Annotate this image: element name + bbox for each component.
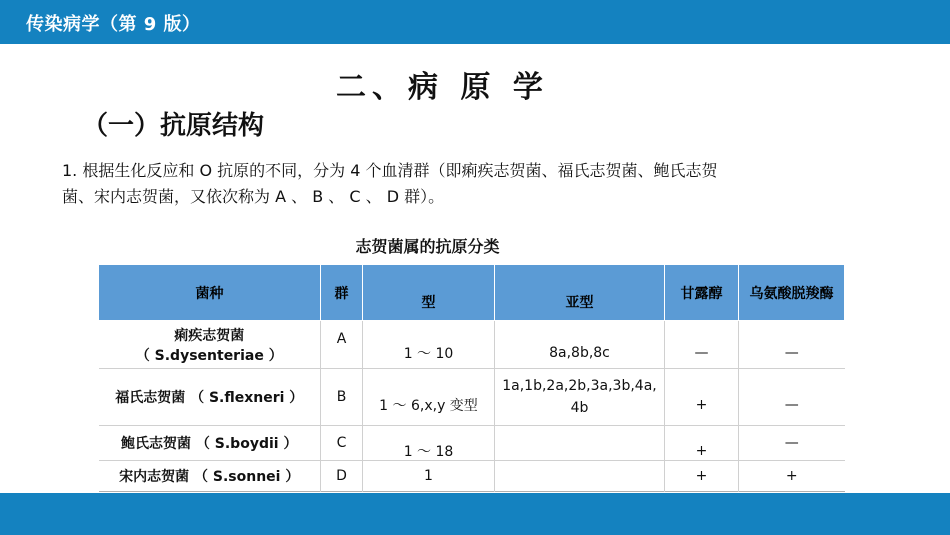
mannitol-value: + <box>695 443 708 459</box>
subtype-line-2: 4b <box>570 400 589 416</box>
ornithine-cell: + <box>739 461 845 492</box>
type-value: 1 ～ 10 <box>403 345 454 362</box>
species-name: 痢疾志贺菌 <box>174 327 245 344</box>
type-cell <box>363 426 495 461</box>
top-bar <box>0 0 950 44</box>
type-cell <box>363 321 495 369</box>
type-value: 1 ～ 6,x,y 变型 <box>379 398 478 414</box>
group-cell: D <box>321 461 363 492</box>
mannitol-cell <box>665 426 739 461</box>
ornithine-cell <box>739 369 845 426</box>
header-subtype: 亚型 <box>495 265 665 321</box>
ornithine-value: — <box>784 344 799 361</box>
ornithine-value: — <box>784 435 799 451</box>
table-row <box>99 321 845 369</box>
type-value: 1 ～ 18 <box>403 444 454 460</box>
species-cell: 鲍氏志贺菌 （ S.boydii ） <box>99 426 321 461</box>
header-mannitol: 甘露醇 <box>665 265 739 321</box>
type-cell: 1 <box>363 461 495 492</box>
subtype-line-1: 1a,1b,2a,2b,3a,3b,4a, <box>502 378 657 394</box>
table-row <box>99 369 845 426</box>
type-cell <box>363 369 495 426</box>
group-cell: B <box>321 369 363 426</box>
antigen-table <box>98 264 845 492</box>
table-caption: 志贺菌属的抗原分类 <box>355 237 500 256</box>
header-type: 型 <box>363 265 495 321</box>
header-species: 菌种 <box>99 265 321 321</box>
subtype-cell <box>495 369 665 426</box>
paragraph-line-2: 菌、宋内志贺菌，又依次称为 A 、 B 、 C 、 D 群）。 <box>62 187 445 206</box>
subtype-cell <box>495 426 665 461</box>
ornithine-cell <box>739 426 845 461</box>
species-cell <box>99 321 321 369</box>
group-cell: A <box>321 321 363 369</box>
bottom-bar <box>0 493 950 535</box>
book-title: 传染病学（第 9 版） <box>26 14 201 35</box>
mannitol-value: — <box>694 344 709 361</box>
subtype-value: 8a,8b,8c <box>549 344 610 361</box>
slide-title: 二、病 原 学 <box>336 70 549 105</box>
mannitol-value: + <box>695 397 708 413</box>
species-latin: （ S.dysenteriae ） <box>135 347 283 364</box>
header-ornithine: 乌氨酸脱羧酶 <box>739 265 845 321</box>
table-row <box>99 461 845 492</box>
subtype-cell <box>495 461 665 492</box>
body-paragraph <box>62 158 802 210</box>
table-row <box>99 426 845 461</box>
subtype-cell <box>495 321 665 369</box>
species-cell: 宋内志贺菌 （ S.sonnei ） <box>119 469 300 485</box>
mannitol-cell: + <box>665 461 739 492</box>
mannitol-cell <box>665 369 739 426</box>
section-subtitle: （一）抗原结构 <box>82 111 265 141</box>
header-group: 群 <box>321 265 363 321</box>
table-header-row <box>99 265 845 321</box>
group-cell: C <box>321 426 363 461</box>
mannitol-cell <box>665 321 739 369</box>
paragraph-line-1: 1. 根据生化反应和 O 抗原的不同，分为 4 个血清群（即痢疾志贺菌、福氏志贺菌、鲍氏志贺 <box>62 161 718 180</box>
ornithine-cell <box>739 321 845 369</box>
ornithine-value: — <box>784 397 799 413</box>
species-cell: 福氏志贺菌 （ S.flexneri ） <box>99 369 321 426</box>
